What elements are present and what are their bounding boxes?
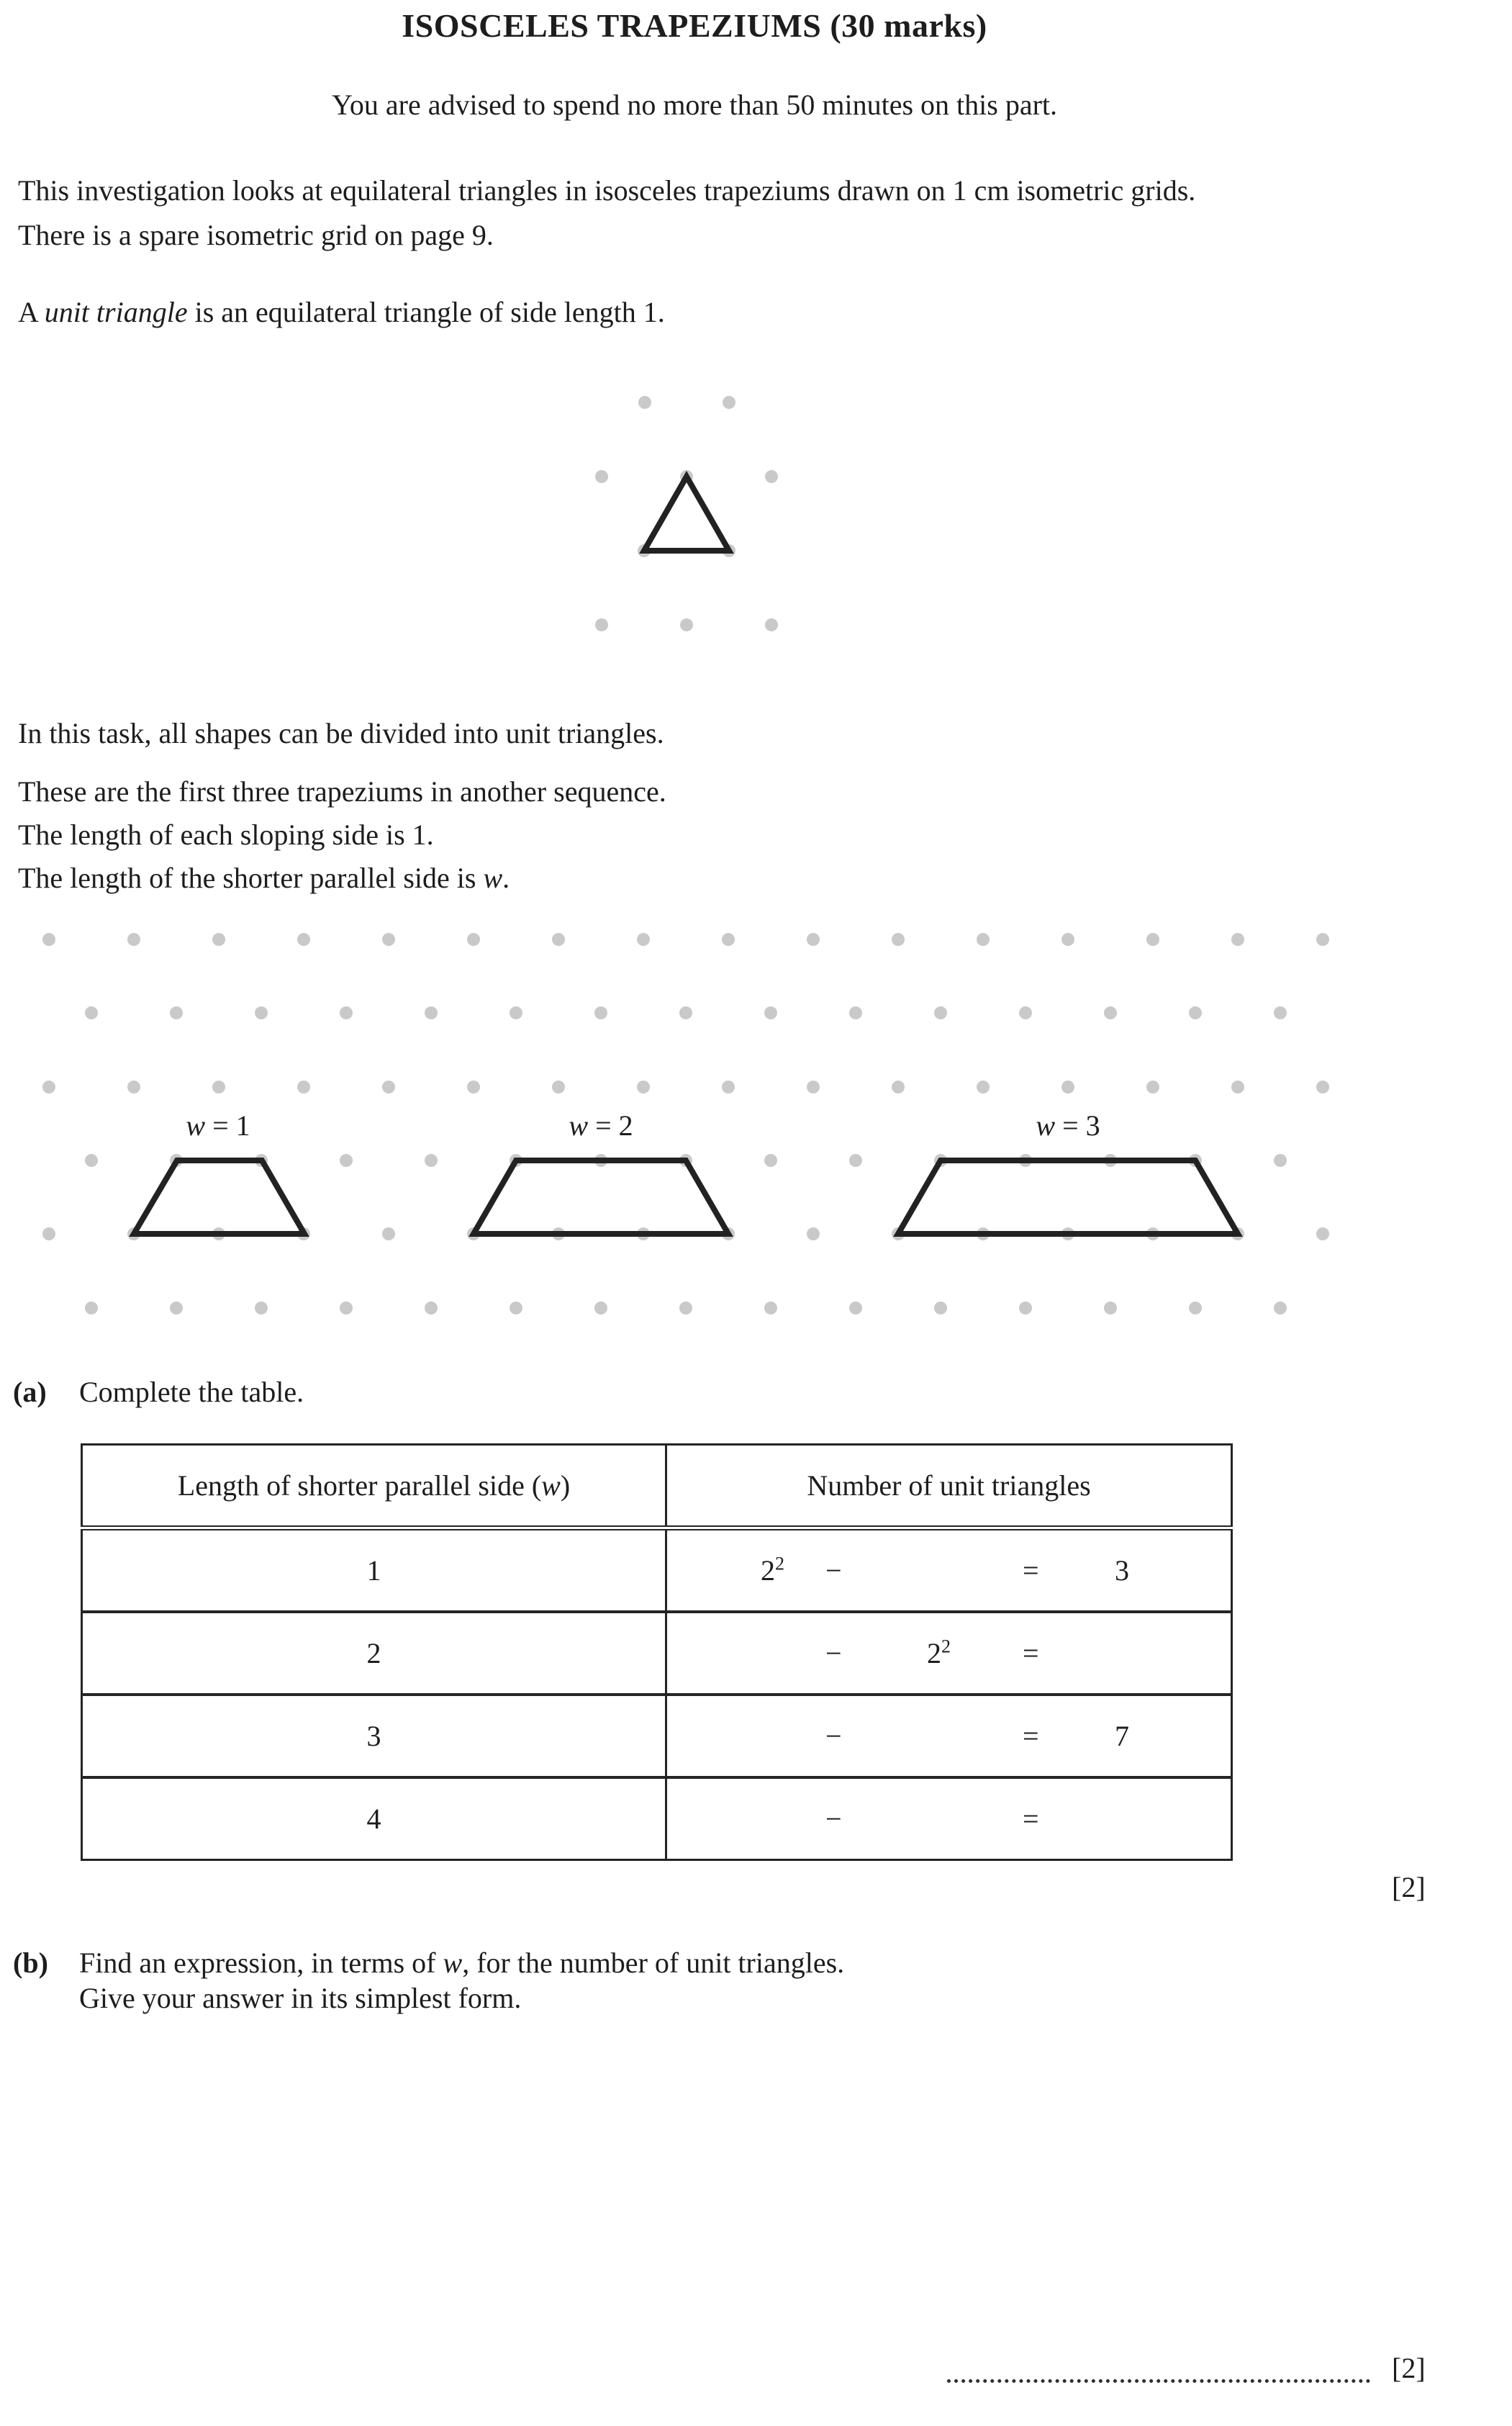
sequence-line-3-post: . (502, 862, 510, 894)
grid-dot (1231, 1227, 1244, 1240)
sequence-line-3 (18, 857, 1486, 900)
grid-dot (297, 1227, 310, 1240)
intro-paragraph (18, 168, 1486, 258)
grid-dot (340, 1154, 353, 1167)
equation-token: = (1023, 1802, 1039, 1835)
grid-dot (1316, 933, 1329, 946)
grid-dot (764, 1302, 777, 1315)
grid-dot (892, 1227, 905, 1240)
equation-token: − (825, 1719, 842, 1752)
grid-dot (1274, 1154, 1287, 1167)
grid-dot (723, 396, 735, 409)
equation-token: = (1023, 1636, 1039, 1669)
grid-dot (680, 470, 693, 483)
grid-dot (212, 933, 225, 946)
grid-dot (42, 933, 55, 946)
part-b-line-1-post: , for the number of unit triangles. (462, 1947, 845, 1979)
grid-dot (170, 1302, 183, 1315)
cell-w-3: 3 (82, 1695, 666, 1777)
cell-w-1: 1 (82, 1528, 666, 1613)
grid-dot (127, 933, 140, 946)
grid-dot (1274, 1302, 1287, 1315)
grid-dot (1146, 1081, 1159, 1093)
grid-dot (849, 1154, 862, 1167)
grid-dot (42, 1081, 55, 1093)
grid-dot (297, 933, 310, 946)
grid-dot (212, 1227, 225, 1240)
part-a-mark: [2] (1392, 1871, 1426, 1903)
trapezium-w3-shape (898, 1160, 1238, 1234)
grid-dot (552, 1081, 565, 1093)
trapezium-w2-shape (474, 1160, 728, 1234)
trapezium-w2-label (569, 1109, 633, 1142)
grid-dot (340, 1006, 353, 1019)
grid-dot (382, 933, 395, 946)
sequence-line-1: These are the first three trapeziums in another sequence. (18, 775, 666, 808)
grid-dot (467, 933, 480, 946)
label-value: = 2 (588, 1109, 633, 1142)
grid-dot (85, 1302, 98, 1315)
equation-token: − (825, 1636, 842, 1669)
grid-dot (680, 618, 693, 631)
grid-dot (1274, 1006, 1287, 1019)
grid-dot (382, 1227, 395, 1240)
grid-dot (510, 1154, 522, 1167)
grid-dot (1189, 1006, 1202, 1019)
grid-dot (1146, 1227, 1159, 1240)
part-a-tag: (a) (13, 1376, 47, 1408)
grid-dot (1104, 1302, 1117, 1315)
unit-def-term: unit triangle (44, 296, 188, 328)
cell-equation-4 (666, 1777, 1232, 1860)
sequence-line-2: The length of each sloping side is 1. (18, 819, 434, 851)
equation-token: − (825, 1802, 842, 1835)
page-title: ISOSCELES TRAPEZIUMS (30 marks) (402, 7, 987, 44)
cell-equation-3 (666, 1695, 1232, 1777)
grid-dot (170, 1154, 183, 1167)
grid-dot (85, 1154, 98, 1167)
grid-dot (594, 1302, 607, 1315)
unit-def-pre: A (18, 296, 45, 328)
grid-dot (467, 1081, 480, 1093)
cell-equation-1 (666, 1528, 1232, 1613)
grid-dot (510, 1302, 522, 1315)
label-variable: w (1036, 1109, 1056, 1142)
part-b-line-1-pre: Find an expression, in terms of (79, 1947, 443, 1979)
part-a-text: Complete the table. (79, 1376, 304, 1408)
grid-dot (1019, 1006, 1032, 1019)
grid-dot (85, 1006, 98, 1019)
table-row-1 (82, 1528, 1232, 1613)
grid-dot (595, 470, 608, 483)
trapezium-w1-label (186, 1109, 250, 1142)
exponent: 2 (775, 1553, 784, 1574)
grid-dot (1061, 1081, 1074, 1093)
grid-dot (637, 933, 650, 946)
grid-dot (1189, 1302, 1202, 1315)
cell-w-4: 4 (366, 1803, 381, 1835)
grid-dot (594, 1154, 607, 1167)
grid-dot (467, 1227, 480, 1240)
grid-dot (382, 1081, 395, 1093)
col1-header-pre: Length of shorter parallel side ( (177, 1469, 542, 1502)
grid-dot (425, 1302, 438, 1315)
grid-dot (1061, 1227, 1074, 1240)
label-value: = 3 (1055, 1109, 1100, 1142)
trapezium-w3-label (1036, 1109, 1100, 1142)
grid-dot (255, 1302, 268, 1315)
grid-dot (934, 1006, 947, 1019)
grid-dot (297, 1081, 310, 1093)
results-table (81, 1443, 1233, 1861)
trapezium-w1-shape (134, 1160, 304, 1234)
unit-triangle-definition (18, 295, 665, 329)
col1-header-var: w (541, 1469, 561, 1502)
unit-triangle-shape (644, 477, 729, 551)
grid-dot (977, 1227, 990, 1240)
grid-dot (425, 1154, 438, 1167)
exponent: 2 (941, 1636, 951, 1657)
grid-dot (934, 1302, 947, 1315)
grid-dot (679, 1302, 692, 1315)
intro-line-1: This investigation looks at equilateral triangles in isosceles trapeziums drawn on 1 cm isometric grids. (18, 174, 1196, 207)
grid-dot (764, 1006, 777, 1019)
grid-dot (1104, 1006, 1117, 1019)
grid-dot (765, 470, 778, 483)
grid-dot (552, 933, 565, 946)
answer-dotted-line (947, 2349, 1370, 2383)
label-value: = 1 (205, 1109, 250, 1142)
table-row-2 (82, 1612, 1232, 1695)
table-row-3 (82, 1695, 1232, 1777)
part-b-line-2: Give your answer in its simplest form. (79, 1982, 522, 2014)
grid-dot (594, 1006, 607, 1019)
grid-dot (849, 1302, 862, 1315)
grid-dot (807, 1081, 820, 1093)
label-variable: w (569, 1109, 589, 1142)
grid-dot (1019, 1302, 1032, 1315)
task-line-1: In this task, all shapes can be divided into unit triangles. (18, 717, 664, 749)
part-b-mark: [2] (1392, 2352, 1426, 2384)
grid-dot (255, 1006, 268, 1019)
grid-dot (1316, 1227, 1329, 1240)
grid-dot (807, 1227, 820, 1240)
grid-dot (722, 1081, 735, 1093)
grid-dot (212, 1081, 225, 1093)
equation-token: $2^2$ (927, 1636, 951, 1669)
grid-dot (340, 1302, 353, 1315)
equation-token: 7 (1115, 1719, 1129, 1752)
sequence-description (18, 770, 1486, 900)
grid-dot (764, 1154, 777, 1167)
grid-dot (849, 1006, 862, 1019)
advice-line: You are advised to spend no more than 50 minutes on this part. (331, 89, 1058, 121)
grid-dot (892, 1081, 905, 1093)
grid-dot (595, 618, 608, 631)
grid-dot (1189, 1154, 1202, 1167)
grid-dot (1061, 933, 1074, 946)
equation-token: $2^2$ (761, 1553, 784, 1587)
grid-dot (637, 1227, 650, 1240)
table-header-row (82, 1445, 1232, 1528)
grid-dot (170, 1006, 183, 1019)
sequence-line-3-pre: The length of the shorter parallel side is (18, 862, 484, 894)
grid-dot (977, 1081, 990, 1093)
grid-dot (1146, 933, 1159, 946)
part-b-line-1 (79, 1946, 844, 1980)
grid-dot (807, 933, 820, 946)
sequence-line-3-var: w (483, 862, 503, 894)
grid-dot (1316, 1081, 1329, 1093)
grid-dot (1231, 1081, 1244, 1093)
equation-token: = (1023, 1554, 1039, 1587)
grid-dot (723, 544, 735, 557)
unit-def-post: is an equilateral triangle of side length 1. (187, 296, 665, 328)
grid-dot (255, 1154, 268, 1167)
grid-dot (425, 1006, 438, 1019)
col1-header-post: ) (560, 1469, 571, 1502)
cell-w-2: 2 (82, 1612, 666, 1695)
grid-dot (552, 1227, 565, 1240)
equation-token: − (825, 1554, 842, 1587)
grid-dot (934, 1154, 947, 1167)
label-variable: w (186, 1109, 206, 1142)
grid-dot (679, 1006, 692, 1019)
grid-dot (638, 396, 651, 409)
grid-dot (1104, 1154, 1117, 1167)
grid-dot (1019, 1154, 1032, 1167)
grid-dot (510, 1006, 522, 1019)
grid-dot (42, 1227, 55, 1240)
grid-dot (892, 933, 905, 946)
grid-dot (679, 1154, 692, 1167)
table-row-4 (82, 1777, 1232, 1860)
cell-equation-2 (666, 1612, 1232, 1695)
grid-dot (637, 1081, 650, 1093)
grid-dot (765, 618, 778, 631)
table-header-col2: Number of unit triangles (666, 1445, 1232, 1528)
grid-dot (127, 1081, 140, 1093)
grid-dot (722, 933, 735, 946)
equation-token: 3 (1115, 1554, 1129, 1587)
table-header-col1 (82, 1445, 666, 1528)
intro-line-2: There is a spare isometric grid on page 9. (18, 219, 494, 251)
equation-token: = (1023, 1719, 1039, 1752)
grid-dot (722, 1227, 735, 1240)
grid-dot (638, 544, 651, 557)
part-b-line-1-var: w (443, 1947, 463, 1979)
grid-dot (127, 1227, 140, 1240)
part-b-tag: (b) (13, 1947, 48, 1979)
grid-dot (977, 933, 990, 946)
grid-dot (1231, 933, 1244, 946)
